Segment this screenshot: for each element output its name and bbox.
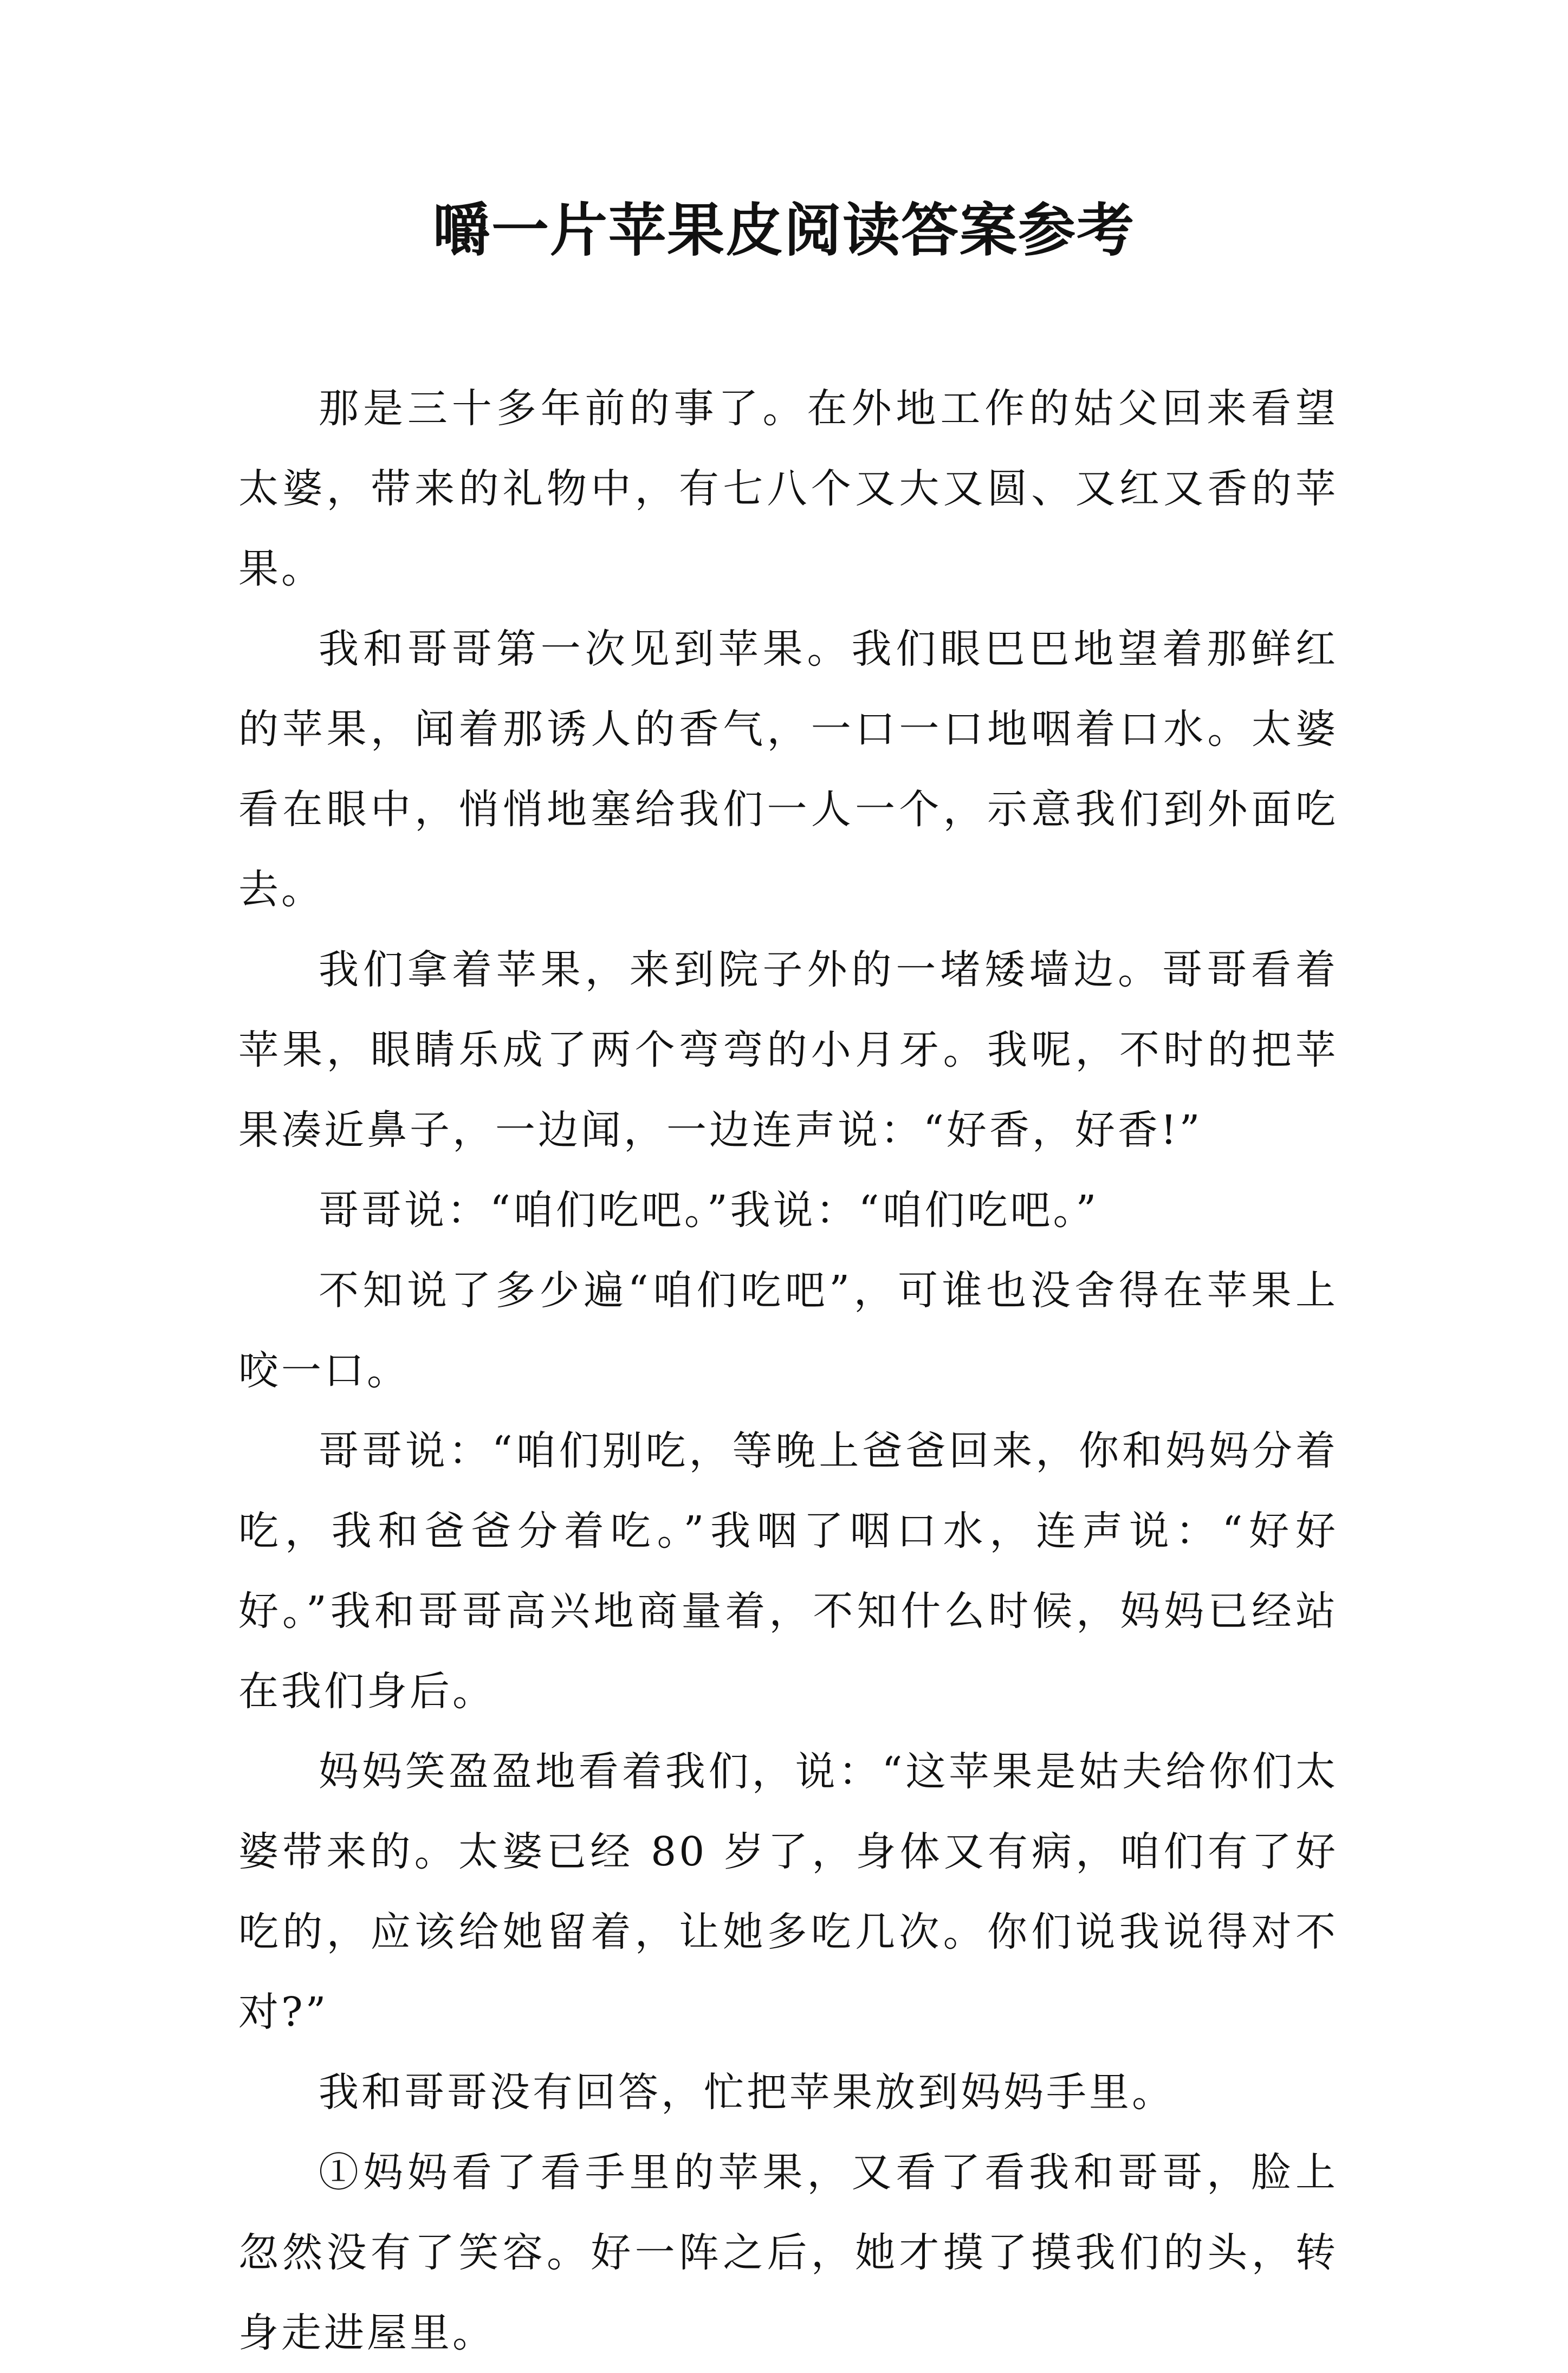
- paragraph-1: 那是三十多年前的事了。在外地工作的姑父回来看望太婆，带来的礼物中，有七八个又大又圆、又红又香的苹果。: [238, 385, 1338, 592]
- paragraph-5: 不知说了多少遍“咱们吃吧”，可谁也没舍得在苹果上咬一口。: [238, 1267, 1338, 1394]
- paragraph-7: 妈妈笑盈盈地看着我们，说：“这苹果是姑夫给你们太婆带来的。太婆已经 80 岁了，身体又有病，咱们有了好吃的，应该给她留着，让她多吃几次。你们说我说得对不对?”: [238, 1748, 1338, 2035]
- paragraph-8: 我和哥哥没有回答，忙把苹果放到妈妈手里。: [319, 2069, 1175, 2116]
- document-title: 嚼一片苹果皮阅读答案参考: [433, 196, 1135, 264]
- paragraph-9: ①妈妈看了看手里的苹果，又看了看我和哥哥，脸上忽然没有了笑容。好一阵之后，她才摸了摸我们的头，转身走进屋里。: [238, 2149, 1338, 2356]
- paragraph-2: 我和哥哥第一次见到苹果。我们眼巴巴地望着那鲜红的苹果，闻着那诱人的香气，一口一口地咽着口水。太婆看在眼中，悄悄地塞给我们一人一个，示意我们到外面吃去。: [238, 626, 1338, 913]
- document-body: [238, 368, 1338, 2373]
- paragraph-6: 哥哥说：“咱们别吃，等晚上爸爸回来，你和妈妈分着吃，我和爸爸分着吃。”我咽了咽口水，连声说：“好好好。”我和哥哥高兴地商量着，不知什么时候，妈妈已经站在我们身后。: [238, 1428, 1338, 1715]
- paragraph-3: 我们拿着苹果，来到院子外的一堵矮墙边。哥哥看着苹果，眼睛乐成了两个弯弯的小月牙。我呢，不时的把苹果凑近鼻子，一边闻，一边连声说：“好香，好香!”: [238, 946, 1338, 1153]
- paragraph-4: 哥哥说：“咱们吃吧。”我说：“咱们吃吧。”: [319, 1187, 1099, 1234]
